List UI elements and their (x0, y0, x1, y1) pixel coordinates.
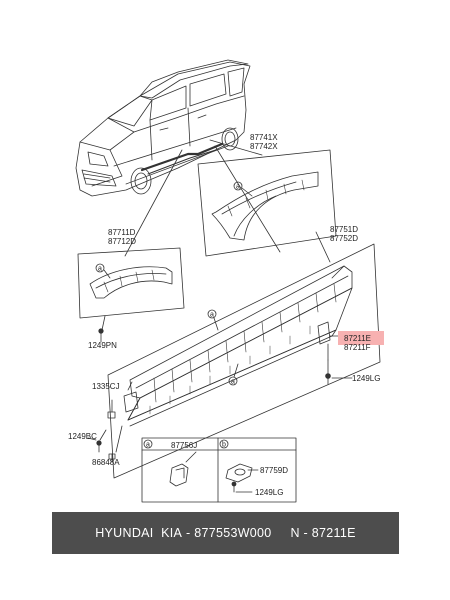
label-87756J: 87756J (171, 441, 198, 450)
label-87759D: 87759D (260, 466, 289, 475)
label-1249LG: 1249LG (352, 374, 381, 383)
label-87211E: 87211E (344, 334, 371, 343)
caption-gap (272, 526, 291, 540)
label-87752D: 87752D (330, 234, 359, 243)
label-86848A: 86848A (92, 458, 120, 467)
label-1249BC: 1249BC (68, 432, 97, 441)
label-87741X: 87741X (250, 133, 278, 142)
vehicle-illustration (76, 60, 250, 196)
caption-part-number: 877553W000 (194, 526, 272, 540)
caption-brand: HYUNDAI KIA (95, 526, 183, 540)
label-87711D: 87711D (108, 228, 136, 237)
label-87742X: 87742X (250, 142, 278, 151)
rear-arch-box (198, 150, 336, 256)
ref-a-sill-bottom: a (231, 378, 235, 386)
ref-a-sill-top: a (210, 311, 214, 319)
label-1249PN: 1249PN (88, 341, 117, 350)
label-87751D: 87751D (330, 225, 359, 234)
label-87211F: 87211F (344, 343, 371, 352)
part-caption-bar (52, 512, 399, 554)
label-1335CJ: 1335CJ (92, 382, 120, 391)
ref-b-legend: b (222, 441, 226, 449)
ref-a-front-arch: a (98, 265, 102, 273)
label-1249LG-b: 1249LG (255, 488, 284, 497)
label-87712D: 87712D (108, 237, 137, 246)
ref-a-rear-arch: a (236, 183, 240, 191)
caption-prefix: N (290, 526, 300, 540)
caption-separator-2: - (299, 526, 312, 540)
ref-a-legend: a (146, 441, 150, 449)
caption-ref-number: 87211E (311, 526, 356, 540)
caption-separator: - (182, 526, 195, 540)
